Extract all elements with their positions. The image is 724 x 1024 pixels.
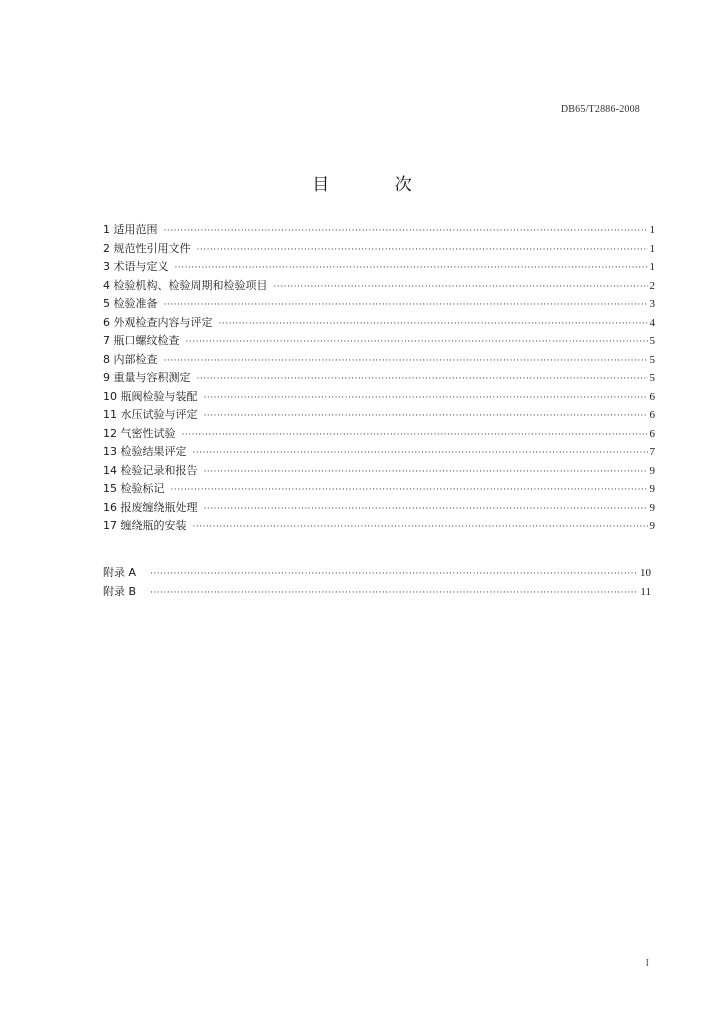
toc-entry-text: 13 检验结果评定	[103, 445, 187, 458]
toc-leader-dots	[219, 314, 648, 333]
toc-leader-dots	[186, 332, 648, 351]
toc-entry-text: 9 重量与容积测定	[103, 371, 191, 384]
toc-entry-text: 10 瓶阀检验与装配	[103, 389, 198, 403]
toc-entry-5[interactable]	[103, 295, 655, 314]
toc-entry-12[interactable]	[103, 425, 655, 444]
toc-entry-13[interactable]	[103, 443, 655, 462]
toc-leader-dots	[197, 240, 648, 259]
toc-entry-2[interactable]	[103, 240, 655, 259]
toc-leader-dots	[274, 277, 648, 296]
toc-leader-dots	[204, 406, 648, 425]
toc-entry-page: 6	[649, 409, 655, 421]
toc-leader-dots	[164, 295, 648, 314]
toc-entry-page: 9	[649, 520, 655, 532]
toc-entry-page: 1	[649, 261, 655, 273]
toc-entry-3[interactable]	[103, 258, 655, 277]
toc-entry-page: 5	[649, 335, 655, 347]
appendix-entry-page: 10	[640, 567, 651, 579]
toc-entry-page: 9	[649, 483, 655, 495]
toc-entry-text: 12 气密性试验	[103, 426, 176, 440]
toc-entry-text: 15 检验标记	[103, 482, 165, 495]
toc-leader-dots	[150, 583, 638, 602]
toc-entry-page: 2	[649, 279, 655, 292]
document-code: DB65/T2886-2008	[560, 104, 640, 115]
toc-entry-text: 11 水压试验与评定	[103, 408, 198, 421]
toc-leader-dots	[182, 425, 648, 444]
toc-entry-16[interactable]	[103, 499, 655, 518]
toc-entry-4[interactable]	[103, 277, 655, 296]
appendix-entry-text: 附录 B	[103, 584, 137, 598]
toc-entry-text: 4 检验机构、检验周期和检验项目	[103, 278, 268, 292]
toc-entry-page: 6	[649, 390, 655, 403]
toc-entry-9[interactable]	[103, 369, 655, 388]
toc-leader-dots	[204, 499, 648, 518]
toc-entry-text: 2 规范性引用文件	[103, 241, 191, 255]
toc-entry-17[interactable]	[103, 517, 655, 536]
toc-entry-page: 5	[649, 372, 655, 384]
toc-list	[103, 221, 655, 536]
toc-entry-page: 3	[649, 298, 655, 310]
toc-leader-dots	[197, 369, 648, 388]
toc-entry-6[interactable]	[103, 314, 655, 333]
toc-entry-page: 1	[649, 242, 655, 255]
toc-entry-text: 3 术语与定义	[103, 260, 169, 273]
toc-leader-dots	[175, 258, 648, 277]
toc-leader-dots	[204, 462, 648, 481]
toc-entry-page: 4	[649, 316, 655, 329]
toc-entry-text: 14 检验记录和报告	[103, 463, 198, 477]
toc-entry-page: 5	[649, 353, 655, 366]
toc-entry-text: 17 缠绕瓶的安装	[103, 519, 187, 532]
appendix-entry-page: 11	[640, 585, 651, 598]
page-number: I	[645, 958, 649, 969]
toc-entry-11[interactable]	[103, 406, 655, 425]
toc-entry-8[interactable]	[103, 351, 655, 370]
toc-leader-dots	[204, 388, 648, 407]
appendix-entry-b[interactable]	[103, 583, 651, 602]
toc-entry-text: 1 适用范围	[103, 223, 158, 236]
toc-leader-dots	[193, 517, 648, 536]
toc-entry-15[interactable]	[103, 480, 655, 499]
toc-entry-1[interactable]	[103, 221, 655, 240]
page-title: 目 次	[312, 175, 442, 195]
toc-entry-page: 9	[649, 464, 655, 477]
toc-entry-page: 1	[649, 224, 655, 236]
toc-entry-page: 7	[649, 446, 655, 458]
toc-entry-text: 6 外观检查内容与评定	[103, 315, 213, 329]
toc-leader-dots	[171, 480, 648, 499]
toc-leader-dots	[193, 443, 648, 462]
appendix-list	[103, 564, 651, 601]
toc-entry-text: 8 内部检查	[103, 352, 158, 366]
toc-entry-7[interactable]	[103, 332, 655, 351]
toc-entry-14[interactable]	[103, 462, 655, 481]
appendix-entry-a[interactable]	[103, 564, 651, 583]
toc-leader-dots	[164, 351, 648, 370]
toc-entry-10[interactable]	[103, 388, 655, 407]
appendix-entry-text: 附录 A	[103, 566, 137, 579]
toc-entry-text: 5 检验准备	[103, 297, 158, 310]
toc-entry-text: 7 瓶口螺纹检查	[103, 334, 180, 347]
toc-leader-dots	[164, 221, 648, 240]
toc-entry-text: 16 报废缠绕瓶处理	[103, 500, 198, 514]
toc-entry-page: 6	[649, 427, 655, 440]
toc-leader-dots	[150, 564, 638, 583]
toc-entry-page: 9	[649, 501, 655, 514]
